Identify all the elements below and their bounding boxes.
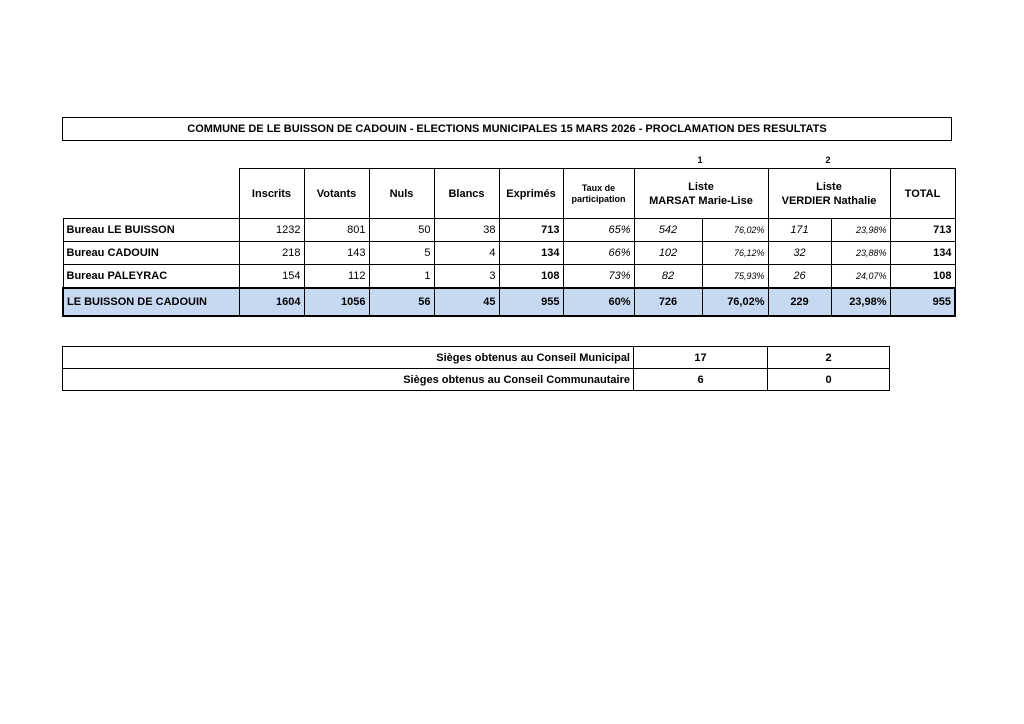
seats-label: Sièges obtenus au Conseil Communautaire xyxy=(63,369,634,391)
cell-total: 108 xyxy=(890,265,955,288)
cell-blancs: 38 xyxy=(434,219,499,242)
header-nuls: Nuls xyxy=(369,169,434,219)
header-exprimes: Exprimés xyxy=(499,169,563,219)
cell-nuls: 1 xyxy=(369,265,434,288)
table-row xyxy=(63,265,955,288)
cell-exprimes: 713 xyxy=(499,219,563,242)
cell-inscrits: 218 xyxy=(239,242,304,265)
list-number-1: 1 xyxy=(697,155,703,165)
cell-inscrits: 154 xyxy=(239,265,304,288)
seats-row xyxy=(63,347,890,369)
total-nuls: 56 xyxy=(369,288,434,316)
header-votants: Votants xyxy=(304,169,369,219)
cell-liste2-votes: 171 xyxy=(768,219,831,242)
bureau-name: Bureau PALEYRAC xyxy=(63,265,239,288)
header-liste-1 xyxy=(634,169,768,219)
header-liste-2 xyxy=(768,169,890,219)
header-blank xyxy=(63,169,239,219)
cell-taux: 66% xyxy=(563,242,634,265)
header-taux xyxy=(563,169,634,219)
header-inscrits: Inscrits xyxy=(239,169,304,219)
cell-liste2-votes: 32 xyxy=(768,242,831,265)
cell-votants: 801 xyxy=(304,219,369,242)
list-number-2: 2 xyxy=(825,155,831,165)
bureau-name: Bureau CADOUIN xyxy=(63,242,239,265)
total-liste1-votes: 726 xyxy=(634,288,702,316)
total-liste2-votes: 229 xyxy=(768,288,831,316)
header-row xyxy=(63,169,955,219)
header-total: TOTAL xyxy=(890,169,955,219)
seats-table xyxy=(62,346,890,391)
table-row xyxy=(63,242,955,265)
seats-label: Sièges obtenus au Conseil Municipal xyxy=(63,347,634,369)
cell-blancs: 3 xyxy=(434,265,499,288)
seats-liste1: 17 xyxy=(634,347,768,369)
total-exprimes: 955 xyxy=(499,288,563,316)
cell-votants: 143 xyxy=(304,242,369,265)
cell-liste1-pct: 76,12% xyxy=(702,242,768,265)
header-taux-line1: Taux de xyxy=(581,182,616,193)
cell-taux: 65% xyxy=(563,219,634,242)
table-row xyxy=(63,219,955,242)
bureau-name: Bureau LE BUISSON xyxy=(63,219,239,242)
cell-taux: 73% xyxy=(563,265,634,288)
header-blancs: Blancs xyxy=(434,169,499,219)
header-taux-line2: participation xyxy=(571,193,626,204)
cell-liste1-pct: 76,02% xyxy=(702,219,768,242)
cell-nuls: 5 xyxy=(369,242,434,265)
seats-liste2: 2 xyxy=(768,347,890,369)
cell-liste2-votes: 26 xyxy=(768,265,831,288)
cell-exprimes: 134 xyxy=(499,242,563,265)
title-text: COMMUNE DE LE BUISSON DE CADOUIN - ELECTIONS MUNICIPALES 15 MARS 2026 - PROCLAMATION DES RESULTATS xyxy=(187,123,827,135)
seats-row xyxy=(63,369,890,391)
cell-inscrits: 1232 xyxy=(239,219,304,242)
cell-liste1-pct: 75,93% xyxy=(702,265,768,288)
cell-nuls: 50 xyxy=(369,219,434,242)
total-inscrits: 1604 xyxy=(239,288,304,316)
cell-blancs: 4 xyxy=(434,242,499,265)
total-liste1-pct: 76,02% xyxy=(702,288,768,316)
total-votants: 1056 xyxy=(304,288,369,316)
cell-liste1-votes: 102 xyxy=(634,242,702,265)
cell-total: 713 xyxy=(890,219,955,242)
cell-votants: 112 xyxy=(304,265,369,288)
total-liste2-pct: 23,98% xyxy=(831,288,890,316)
cell-liste1-votes: 542 xyxy=(634,219,702,242)
commune-total-row xyxy=(63,288,955,316)
results-table xyxy=(62,168,956,317)
commune-name: LE BUISSON DE CADOUIN xyxy=(63,288,239,316)
cell-liste2-pct: 23,98% xyxy=(831,219,890,242)
total-blancs: 45 xyxy=(434,288,499,316)
header-liste2-line1: Liste xyxy=(816,180,842,193)
total-total: 955 xyxy=(890,288,955,316)
page-title xyxy=(62,117,952,141)
cell-exprimes: 108 xyxy=(499,265,563,288)
cell-liste1-votes: 82 xyxy=(634,265,702,288)
seats-liste1: 6 xyxy=(634,369,768,391)
seats-liste2: 0 xyxy=(768,369,890,391)
cell-liste2-pct: 24,07% xyxy=(831,265,890,288)
header-liste2-line2: VERDIER Nathalie xyxy=(781,194,877,207)
cell-total: 134 xyxy=(890,242,955,265)
total-taux: 60% xyxy=(563,288,634,316)
header-liste1-line2: MARSAT Marie-Lise xyxy=(649,194,753,207)
header-liste1-line1: Liste xyxy=(688,180,714,193)
cell-liste2-pct: 23,88% xyxy=(831,242,890,265)
